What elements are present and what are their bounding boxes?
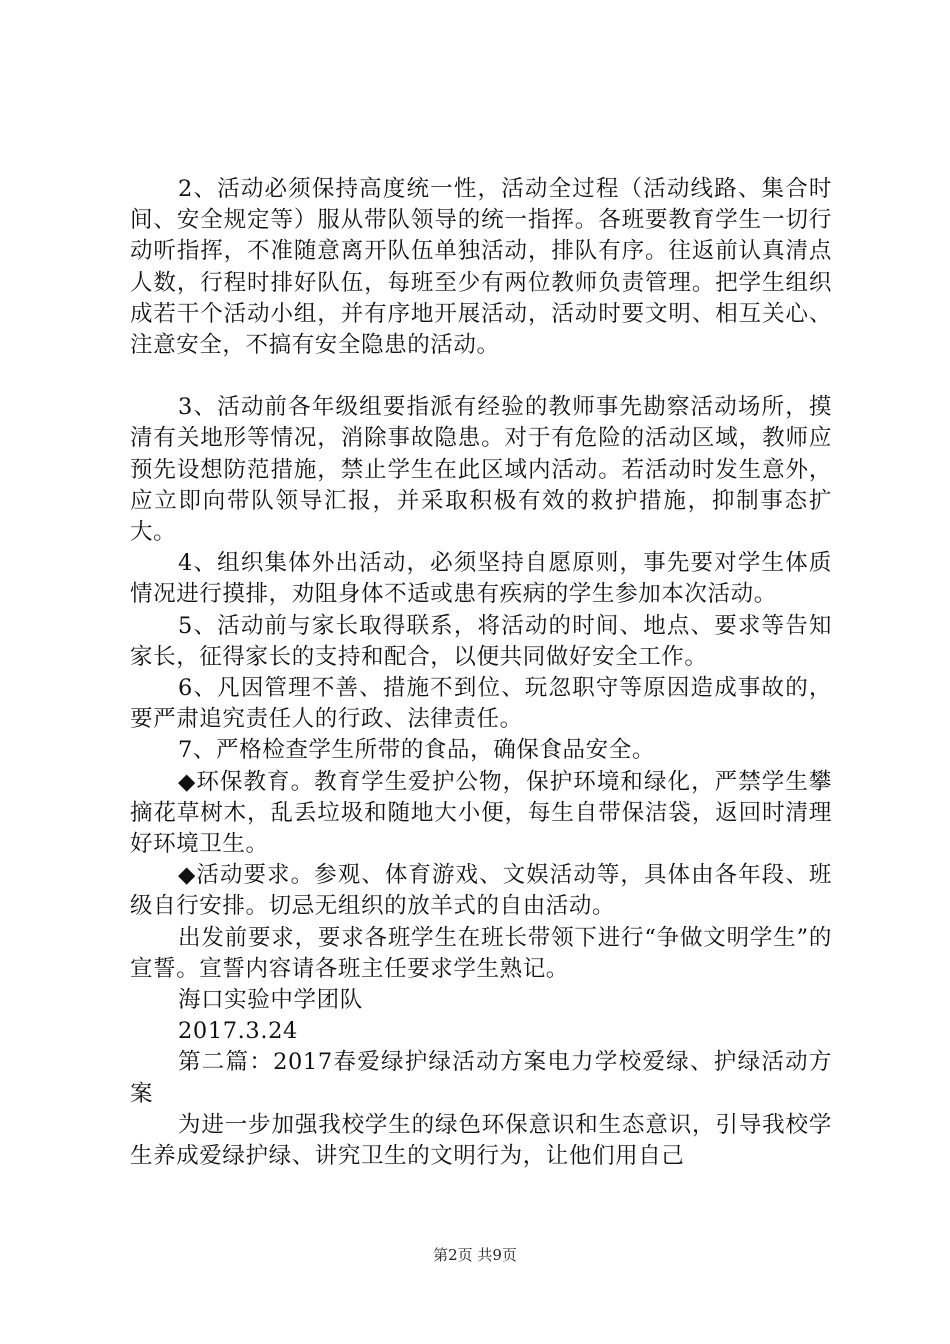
paragraph-activity-requirements: ◆活动要求。参观、体育游戏、文娱活动等，具体由各年段、班级自行安排。切忌无组织的放羊式的自由活动。 bbox=[130, 862, 832, 920]
paragraph-item-6: 6、凡因管理不善、措施不到位、玩忽职守等原因造成事故的，要严肃追究责任人的行政、法律责任。 bbox=[130, 675, 832, 733]
paragraph-intro: 为进一步加强我校学生的绿色环保意识和生态意识，引导我校学生养成爱绿护绿、讲究卫生的文明行为，让他们用自己 bbox=[130, 1111, 832, 1170]
signature-organization: 海口实验中学团队 bbox=[178, 987, 363, 1014]
paragraph-item-4: 4、组织集体外出活动，必须坚持自愿原则，事先要对学生体质情况进行摸排，劝阻身体不适或患有疾病的学生参加本次活动。 bbox=[130, 550, 832, 608]
paragraph-item-2: 2、活动必须保持高度统一性，活动全过程（活动线路、集合时间、安全规定等）服从带队领导的统一指挥。各班要教育学生一切行动听指挥，不准随意离开队伍单独活动，排队有序。往返前认真清点人数，行程时排好队伍，每班至少有两位教师负责管理。把学生组织成若干个活动小组，并有序地开展活动，活动时要文明、相互关心、注意安全，不搞有安全隐患的活动。 bbox=[130, 176, 832, 359]
paragraph-environment: ◆环保教育。教育学生爱护公物，保护环境和绿化，严禁学生攀摘花草树木，乱丢垃圾和随地大小便，每生自带保洁袋，返回时清理好环境卫生。 bbox=[130, 768, 832, 858]
paragraph-item-7: 7、严格检查学生所带的食品，确保食品安全。 bbox=[178, 737, 655, 764]
signature-date: 2017.3.24 bbox=[178, 1018, 298, 1045]
paragraph-item-3: 3、活动前各年级组要指派有经验的教师事先勘察活动场所，摸清有关地形等情况，消除事故隐患。对于有危险的活动区域，教师应预先设想防范措施，禁止学生在此区域内活动。若活动时发生意外，应立即向带队领导汇报，并采取积极有效的救护措施，抑制事态扩大。 bbox=[130, 394, 832, 546]
page-footer: 第2页 共9页 bbox=[433, 1246, 517, 1264]
paragraph-item-5: 5、活动前与家长取得联系，将活动的时间、地点、要求等告知家长，征得家长的支持和配合，以便共同做好安全工作。 bbox=[130, 612, 832, 670]
document-body bbox=[130, 174, 832, 1172]
paragraph-spacer bbox=[130, 361, 832, 392]
section-heading: 第二篇：2017春爱绿护绿活动方案电力学校爱绿、护绿活动方案 bbox=[130, 1049, 832, 1107]
paragraph-departure-oath: 出发前要求，要求各班学生在班长带领下进行“争做文明学生”的宣誓。宣誓内容请各班主任要求学生熟记。 bbox=[130, 924, 832, 982]
